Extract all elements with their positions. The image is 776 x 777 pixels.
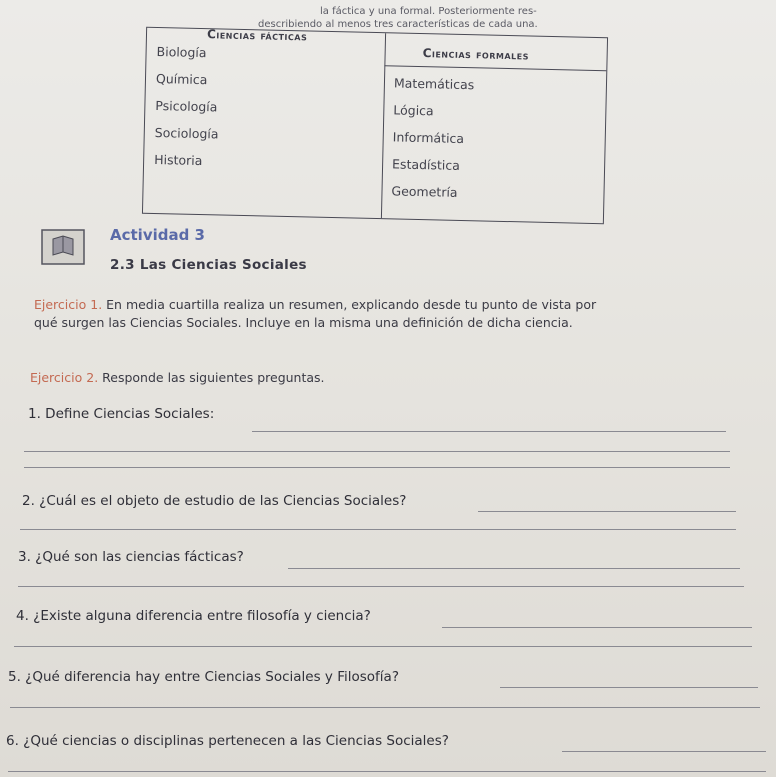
question-5: 5. ¿Qué diferencia hay entre Ciencias Sociales y Filosofía? bbox=[8, 669, 399, 685]
answer-line bbox=[288, 568, 740, 569]
table-cell: Informática bbox=[392, 129, 465, 147]
answer-line bbox=[478, 511, 736, 512]
answer-line bbox=[8, 771, 766, 772]
answer-line bbox=[252, 431, 726, 432]
table-cell: Lógica bbox=[393, 102, 434, 119]
table-cell: Geometría bbox=[391, 183, 458, 200]
exercise-1-label: Ejercicio 1. bbox=[34, 297, 103, 312]
intro-text-line-1: la fáctica y una formal. Posteriormente res- bbox=[320, 6, 537, 17]
formal-sciences-list bbox=[391, 69, 474, 206]
sciences-table bbox=[142, 27, 608, 224]
factual-sciences-list bbox=[154, 38, 221, 174]
activity-book-icon bbox=[41, 229, 85, 265]
question-3: 3. ¿Qué son las ciencias fácticas? bbox=[18, 549, 244, 565]
exercise-1-text: En media cuartilla realiza un resumen, explicando desde tu punto de vista por bbox=[102, 297, 597, 312]
table-header-factual: Ciencias fácticas bbox=[206, 27, 308, 44]
table-column-divider bbox=[381, 33, 386, 218]
answer-line bbox=[24, 467, 730, 468]
table-cell: Historia bbox=[154, 152, 203, 169]
table-cell: Biología bbox=[156, 44, 207, 61]
table-cell: Química bbox=[155, 71, 208, 88]
table-cell: Estadística bbox=[391, 156, 461, 173]
exercise-1-line-2: qué surgen las Ciencias Sociales. Incluye en la misma una definición de dicha ciencia. bbox=[34, 315, 573, 330]
table-cell: Sociología bbox=[154, 125, 219, 142]
answer-line bbox=[562, 751, 766, 752]
answer-line bbox=[24, 451, 730, 452]
exercise-1-line-1 bbox=[34, 296, 596, 313]
table-cell: Matemáticas bbox=[393, 75, 475, 93]
question-4: 4. ¿Existe alguna diferencia entre filosofía y ciencia? bbox=[16, 608, 371, 624]
answer-line bbox=[18, 586, 744, 587]
question-2: 2. ¿Cuál es el objeto de estudio de las Ciencias Sociales? bbox=[22, 493, 407, 509]
answer-line bbox=[14, 646, 752, 647]
exercise-2-line bbox=[30, 369, 325, 386]
activity-title: Actividad 3 bbox=[110, 226, 205, 244]
intro-text-line-2: describiendo al menos tres características de cada una. bbox=[258, 19, 538, 30]
table-header-formal: Ciencias formales bbox=[422, 46, 530, 63]
question-6: 6. ¿Qué ciencias o disciplinas pertenecen a las Ciencias Sociales? bbox=[6, 733, 449, 749]
answer-line bbox=[20, 529, 736, 530]
exercise-2-label: Ejercicio 2. bbox=[30, 370, 99, 385]
answer-line bbox=[10, 707, 760, 708]
section-title: 2.3 Las Ciencias Sociales bbox=[110, 257, 307, 273]
exercise-2-text: Responde las siguientes preguntas. bbox=[98, 370, 325, 385]
table-cell: Psicología bbox=[155, 98, 218, 115]
question-1: 1. Define Ciencias Sociales: bbox=[28, 406, 215, 422]
answer-line bbox=[500, 687, 758, 688]
answer-line bbox=[442, 627, 752, 628]
